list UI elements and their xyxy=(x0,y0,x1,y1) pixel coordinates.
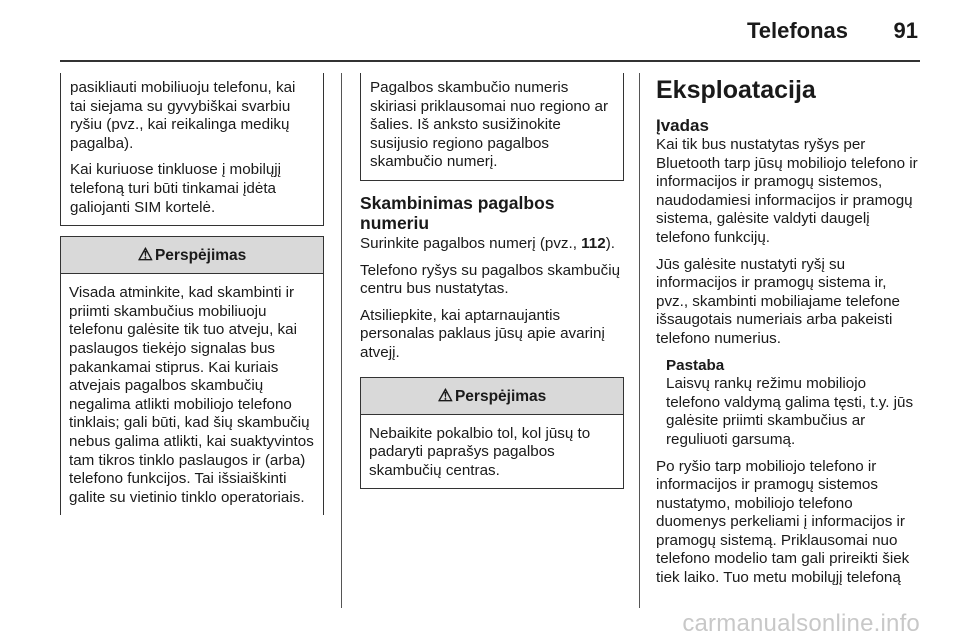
info-text: Pagalbos skambučio numeris skiriasi priklausomai nuo regiono ar šalies. Iš anksto susižinokite susijusio regiono pagalbos skambučio numerį. xyxy=(370,79,609,171)
page-header xyxy=(60,0,920,62)
watermark: carmanualsonline.info xyxy=(682,610,920,637)
column-middle xyxy=(360,73,624,489)
warning-body xyxy=(361,415,623,489)
note-title: Pastaba xyxy=(666,356,725,374)
paragraph: Telefono ryšys su pagalbos skambučių centru bus nustatytas. xyxy=(360,261,621,298)
column-left xyxy=(60,73,324,515)
paragraph: Kai kuriuose tinkluose į mobilųjį telefoną turi būti tinkamai įdėta galiojanti SIM kortelė. xyxy=(70,161,282,216)
warning-box xyxy=(60,236,324,515)
warning-body xyxy=(61,274,323,515)
warning-header xyxy=(61,237,323,274)
info-box xyxy=(360,73,624,181)
warning-text: Visada atminkite, kad skambinti ir priimti skambučius mobiliuoju telefonu galėsite tik tuo atveju, kai paslaugos tiekėjo signalas bus pakankamai stiprus. Kai kuriais atvejais pagalbos skambučių negalima atlikti mobiliojo telefono tinklais; gali būti, kad šių skambučių nebus galima atlikti, kai suaktyvintos tam tikros tinklo paslaugos ir (arba) telefono funkcijos. Tai išsiaiškinti galite su vietinio tinklo operatoriais. xyxy=(69,284,314,506)
page-number: 91 xyxy=(893,18,918,43)
column-right xyxy=(656,73,922,596)
note-block xyxy=(656,357,922,450)
warning-triangle-icon: ⚠ xyxy=(137,245,153,265)
text-run: Surinkite pagalbos numerį (pvz., xyxy=(360,234,582,252)
text-run: ). xyxy=(605,234,615,252)
chapter-heading: Eksploatacija xyxy=(656,76,816,104)
page-title: Telefonas xyxy=(746,18,848,43)
warning-title: Perspėjimas xyxy=(154,247,247,265)
warning-text: Nebaikite pokalbio tol, kol jūsų to padaryti paprašys pagalbos skambučių centras. xyxy=(369,424,591,479)
paragraph: pasikliauti mobiliuoju telefonu, kai tai siejama su gyvybiškai svarbiu ryšiu (pvz., kai reikalinga medikų pagalba). xyxy=(70,79,296,152)
paragraph: Jūs galėsite nustatyti ryšį su informacijos ir pramogų sistema ir, pvz., skambinti mobiliajame telefone išsaugotais numeriais arba pakeisti telefono numerius. xyxy=(656,255,900,347)
warning-triangle-icon: ⚠ xyxy=(437,385,453,405)
warning-header xyxy=(361,378,623,415)
subsection-heading: Įvadas xyxy=(656,116,709,135)
column-divider xyxy=(639,73,640,608)
emergency-number: 112 xyxy=(581,234,606,252)
paragraph: Po ryšio tarp mobiliojo telefono ir informacijos ir pramogų sistemos nustatymo, mobiliojo telefono duomenys perkeliami į informacijos ir pramogų sistemą. Priklausomai nuo telefono modelio tam gali prireikti šiek tiek laiko. Tuo metu mobilųjį telefoną xyxy=(656,457,910,587)
paragraph: Atsiliepkite, kai aptarnaujantis personalas paklaus jūsų apie avarinį atvejį. xyxy=(360,306,605,361)
paragraph: Kai tik bus nustatytas ryšys per Bluetooth tarp jūsų mobiliojo telefono ir informacijos ir pramogų sistemos, naudodamiesi informacijos ir pramogų sistema, galėsite valdyti daugelį telefono funkcijų. xyxy=(656,136,918,246)
note-text: Laisvų rankų režimu mobiliojo telefono valdymą galima tęsti, t.y. jūs galėsite priimti skambučius ar reguliuoti garsumą. xyxy=(666,375,914,448)
continued-text-box xyxy=(60,73,324,226)
warning-title: Perspėjimas xyxy=(454,387,547,405)
paragraph xyxy=(360,235,624,254)
warning-box xyxy=(360,377,624,490)
column-divider xyxy=(341,73,342,608)
section-heading: Skambinimas pagalbos numeriu xyxy=(360,192,555,233)
